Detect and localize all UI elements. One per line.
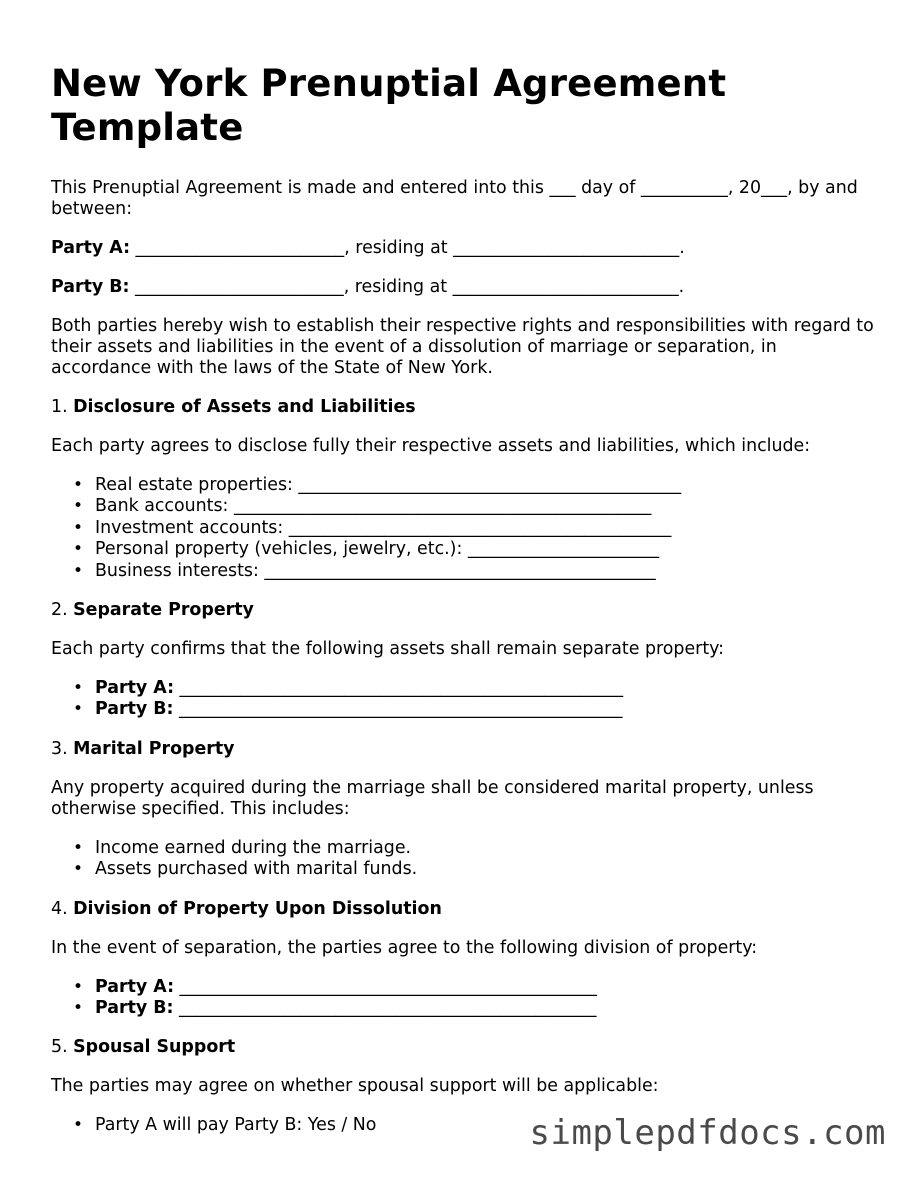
list-item: • Investment accounts: ____________________________________________ [95, 518, 881, 539]
blank-line: ___________________________________________________ [174, 678, 624, 699]
section-title: Separate Property [73, 600, 254, 621]
section-heading [51, 397, 881, 418]
party-b-fill: ________________________, residing at __________________________. [129, 277, 685, 297]
section-title: Division of Property Upon Dissolution [73, 898, 442, 919]
marital-property-list [51, 838, 881, 881]
list-item [95, 998, 881, 1019]
party-b-line [51, 277, 881, 298]
section-heading [51, 600, 881, 621]
page-title: New York Prenuptial Agreement Template [51, 62, 727, 149]
section-heading [51, 899, 881, 920]
party-label: Party B: [95, 998, 174, 1019]
list-item: • Real estate properties: ____________________________________________ [95, 475, 881, 496]
party-a-label: Party A: [51, 238, 131, 258]
section-body: Any property acquired during the marriage shall be considered marital property, unless otherwise specified. This includes: [51, 777, 814, 819]
list-item: • Bank accounts: ________________________________________________ [95, 496, 881, 517]
section-heading [51, 1037, 881, 1058]
document-page [51, 62, 881, 1137]
blank-line: ___________________________________________________ [173, 699, 623, 720]
section-number: 1. [51, 397, 68, 417]
section-heading [51, 739, 881, 760]
purpose-paragraph: Both parties hereby wish to establish their respective rights and responsibilities with regard to their assets and liabilities in the event of a dissolution of marriage or separation, in accordance with the laws of the State of New York. [51, 316, 874, 378]
section-title: Disclosure of Assets and Liabilities [73, 397, 416, 417]
division-list [51, 977, 881, 1020]
separate-property-list [51, 678, 881, 721]
section-title: Spousal Support [73, 1037, 236, 1058]
party-label: Party A: [95, 976, 175, 997]
section-body: The parties may agree on whether spousal support will be applicable: [51, 1076, 659, 1097]
list-item: • Party A will pay Party B: Yes / No [95, 1115, 881, 1136]
intro-paragraph: This Prenuptial Agreement is made and entered into this ___ day of __________, 20___, by and between: [51, 178, 858, 219]
party-b-label: Party B: [51, 277, 130, 297]
party-a-fill: ________________________, residing at __________________________. [130, 238, 685, 258]
section-number: 4. [51, 898, 68, 919]
party-a-line [51, 238, 881, 259]
list-item: • Assets purchased with marital funds. [95, 859, 881, 880]
party-label: Party A: [95, 678, 175, 699]
list-item: • Business interests: _____________________________________________ [95, 561, 881, 582]
section-body: In the event of separation, the parties agree to the following division of property: [51, 937, 758, 958]
list-item [95, 699, 881, 720]
section-number: 2. [51, 600, 68, 621]
party-label: Party B: [95, 699, 174, 720]
section-title: Marital Property [73, 738, 235, 759]
section-number: 5. [51, 1037, 68, 1058]
blank-line: ________________________________________________ [173, 998, 597, 1019]
blank-line: ________________________________________________ [174, 976, 597, 997]
list-item: • Personal property (vehicles, jewelry, etc.): ______________________ [95, 539, 881, 560]
asset-list [51, 475, 881, 582]
section-number: 3. [51, 738, 68, 759]
list-item: • Income earned during the marriage. [95, 838, 881, 859]
list-item [95, 977, 881, 998]
section-body: Each party agrees to disclose fully their respective assets and liabilities, which include: [51, 436, 811, 456]
list-item [95, 678, 881, 699]
watermark: simplepdfdocs.com [529, 1113, 886, 1153]
section-body: Each party confirms that the following assets shall remain separate property: [51, 639, 725, 660]
